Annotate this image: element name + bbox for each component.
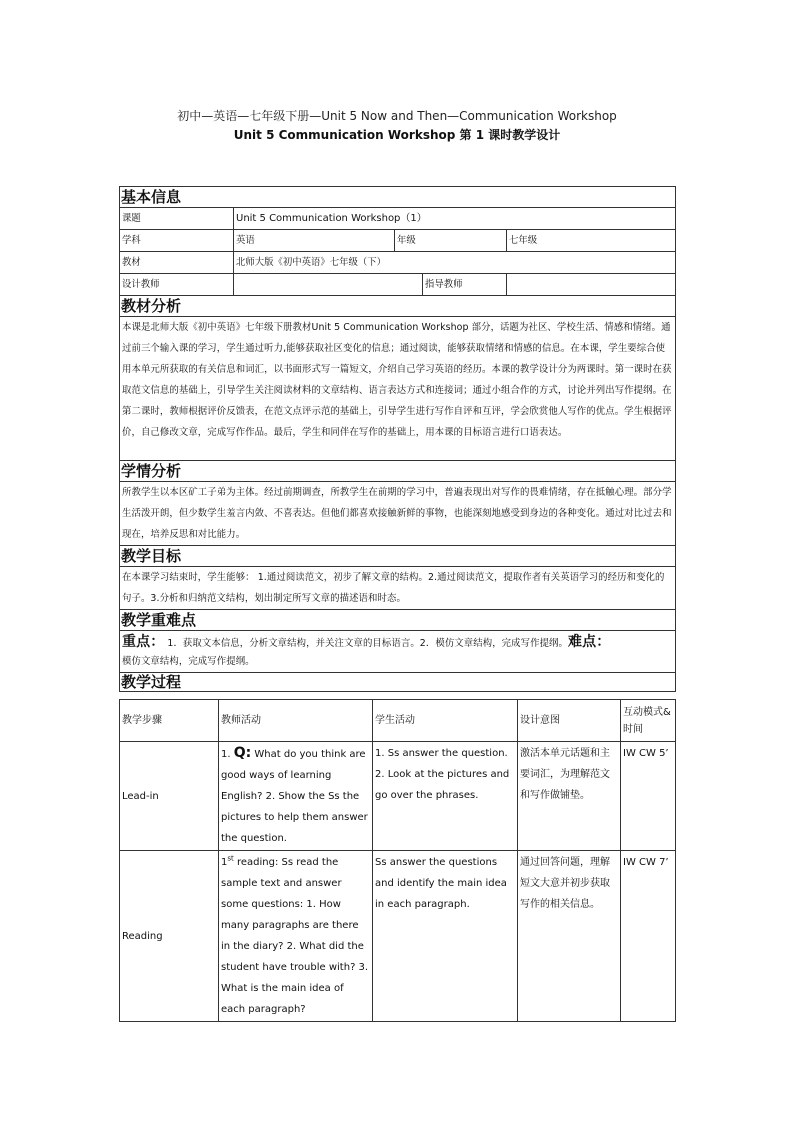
difficult-point-text: 模仿文章结构，完成写作提纲。 <box>122 656 255 667</box>
mode-cell: IW CW 5’ <box>621 742 676 851</box>
mentor-label: 指导教师 <box>423 274 507 296</box>
grade-value: 七年级 <box>507 230 676 252</box>
mentor-value <box>507 274 676 296</box>
section-material-analysis: 教材分析 <box>120 296 676 317</box>
process-table <box>119 699 676 1022</box>
design-intent-cell: 激活本单元话题和主要词汇，为理解范文和写作做铺垫。 <box>518 742 621 851</box>
key-point-text: 1．获取文本信息，分析文章结构，并关注文章的目标语言。2．模仿文章结构，完成写作提纲。 <box>164 638 569 649</box>
table-row <box>120 742 676 851</box>
header-teacher: 教师活动 <box>219 700 373 742</box>
step-cell: Reading <box>120 851 219 1022</box>
subject-label: 学科 <box>120 230 234 252</box>
header-mode: 互动模式& 时间 <box>621 700 676 742</box>
objectives-text: 在本课学习结束时，学生能够： 1.通过阅读范文，初步了解文章的结构。2.通过阅读范文，提取作者有关英语学习的经历和变化的句子。3.分析和归纳范文结构，划出制定所写文章的描述语和时态。 <box>120 567 676 610</box>
basic-info-table <box>119 186 676 692</box>
document-title-line1: 初中—英语—七年级下册—Unit 5 Now and Then—Communication Workshop <box>177 109 617 123</box>
subject-value: 英语 <box>234 230 395 252</box>
grade-label: 年级 <box>395 230 507 252</box>
topic-label: 课题 <box>120 208 234 230</box>
mode-cell: IW CW 7’ <box>621 851 676 1022</box>
textbook-label: 教材 <box>120 252 234 274</box>
student-activity-cell: Ss answer the questions and identify the main idea in each paragraph. <box>373 851 518 1022</box>
section-process: 教学过程 <box>120 673 676 692</box>
material-analysis-text: 本课是北师大版《初中英语》七年级下册教材Unit 5 Communication Workshop 部分，话题为社区、学校生活、情感和情绪。通过前三个输入课的学习，学生通过听力,能够获取社区变化的信息；通过阅读，能够获取情绪和情感的信息。在本课，学生要综合使用本单元所获取的有关信息和词汇，以书面形式写一篇短文，介绍自己学习英语的经历。本课的教学设计分为两课时。第一课时在获取范文信息的基础上，引导学生关注阅读材料的文章结构、语言表达方式和连接词；通过小组合作的方式，讨论并列出写作提纲。在第二课时，教师根据评价反馈表，在范文点评示范的基础上，引导学生进行写作自评和互评，学会欣赏他人写作的优点。学生根据评价，自己修改文章，完成写作作品。最后，学生和同伴在写作的基础上，用本课的目标语言进行口语表达。 <box>120 317 676 461</box>
difficult-point-label: 难点： <box>568 634 611 650</box>
section-basic-info: 基本信息 <box>120 187 676 208</box>
header-step: 教学步骤 <box>120 700 219 742</box>
student-activity-cell: 1. Ss answer the question. 2. Look at the pictures and go over the phrases. <box>373 742 518 851</box>
key-point-label: 重点： <box>122 634 165 650</box>
section-objectives: 教学目标 <box>120 546 676 567</box>
table-row <box>120 851 676 1022</box>
key-points-text <box>120 631 676 673</box>
teacher-activity-cell: 1. Q: What do you think are good ways of learning English? 2. Show the Ss the pictures to help them answer the question. <box>219 742 373 851</box>
design-intent-cell: 通过回答问题，理解短文大意并初步获取写作的相关信息。 <box>518 851 621 1022</box>
header-student: 学生活动 <box>373 700 518 742</box>
document-title-line2: Unit 5 Communication Workshop 第 1 课时教学设计 <box>233 128 561 142</box>
designer-label: 设计教师 <box>120 274 234 296</box>
teacher-activity-cell: 1st reading: Ss read the sample text and answer some questions: 1. How many paragraphs are there in the diary? 2. What did the student have trouble with? 3. What is the main idea of each paragraph? <box>219 851 373 1022</box>
header-intent: 设计意图 <box>518 700 621 742</box>
step-cell: Lead-in <box>120 742 219 851</box>
section-student-analysis: 学情分析 <box>120 461 676 482</box>
textbook-value: 北师大版《初中英语》七年级（下） <box>234 252 676 274</box>
student-analysis-text: 所教学生以本区矿工子弟为主体。经过前期调查，所教学生在前期的学习中，普遍表现出对写作的畏难情绪，存在抵触心理。部分学生活泼开朗，但少数学生羞言内敛、不喜表达。但他们都喜欢接触新鲜的事物，也能深刻地感受到身边的各种变化。通过对比过去和现在，培养反思和对比能力。 <box>120 482 676 546</box>
topic-value: Unit 5 Communication Workshop（1） <box>234 208 676 230</box>
designer-value <box>234 274 423 296</box>
section-key-points: 教学重难点 <box>120 610 676 631</box>
